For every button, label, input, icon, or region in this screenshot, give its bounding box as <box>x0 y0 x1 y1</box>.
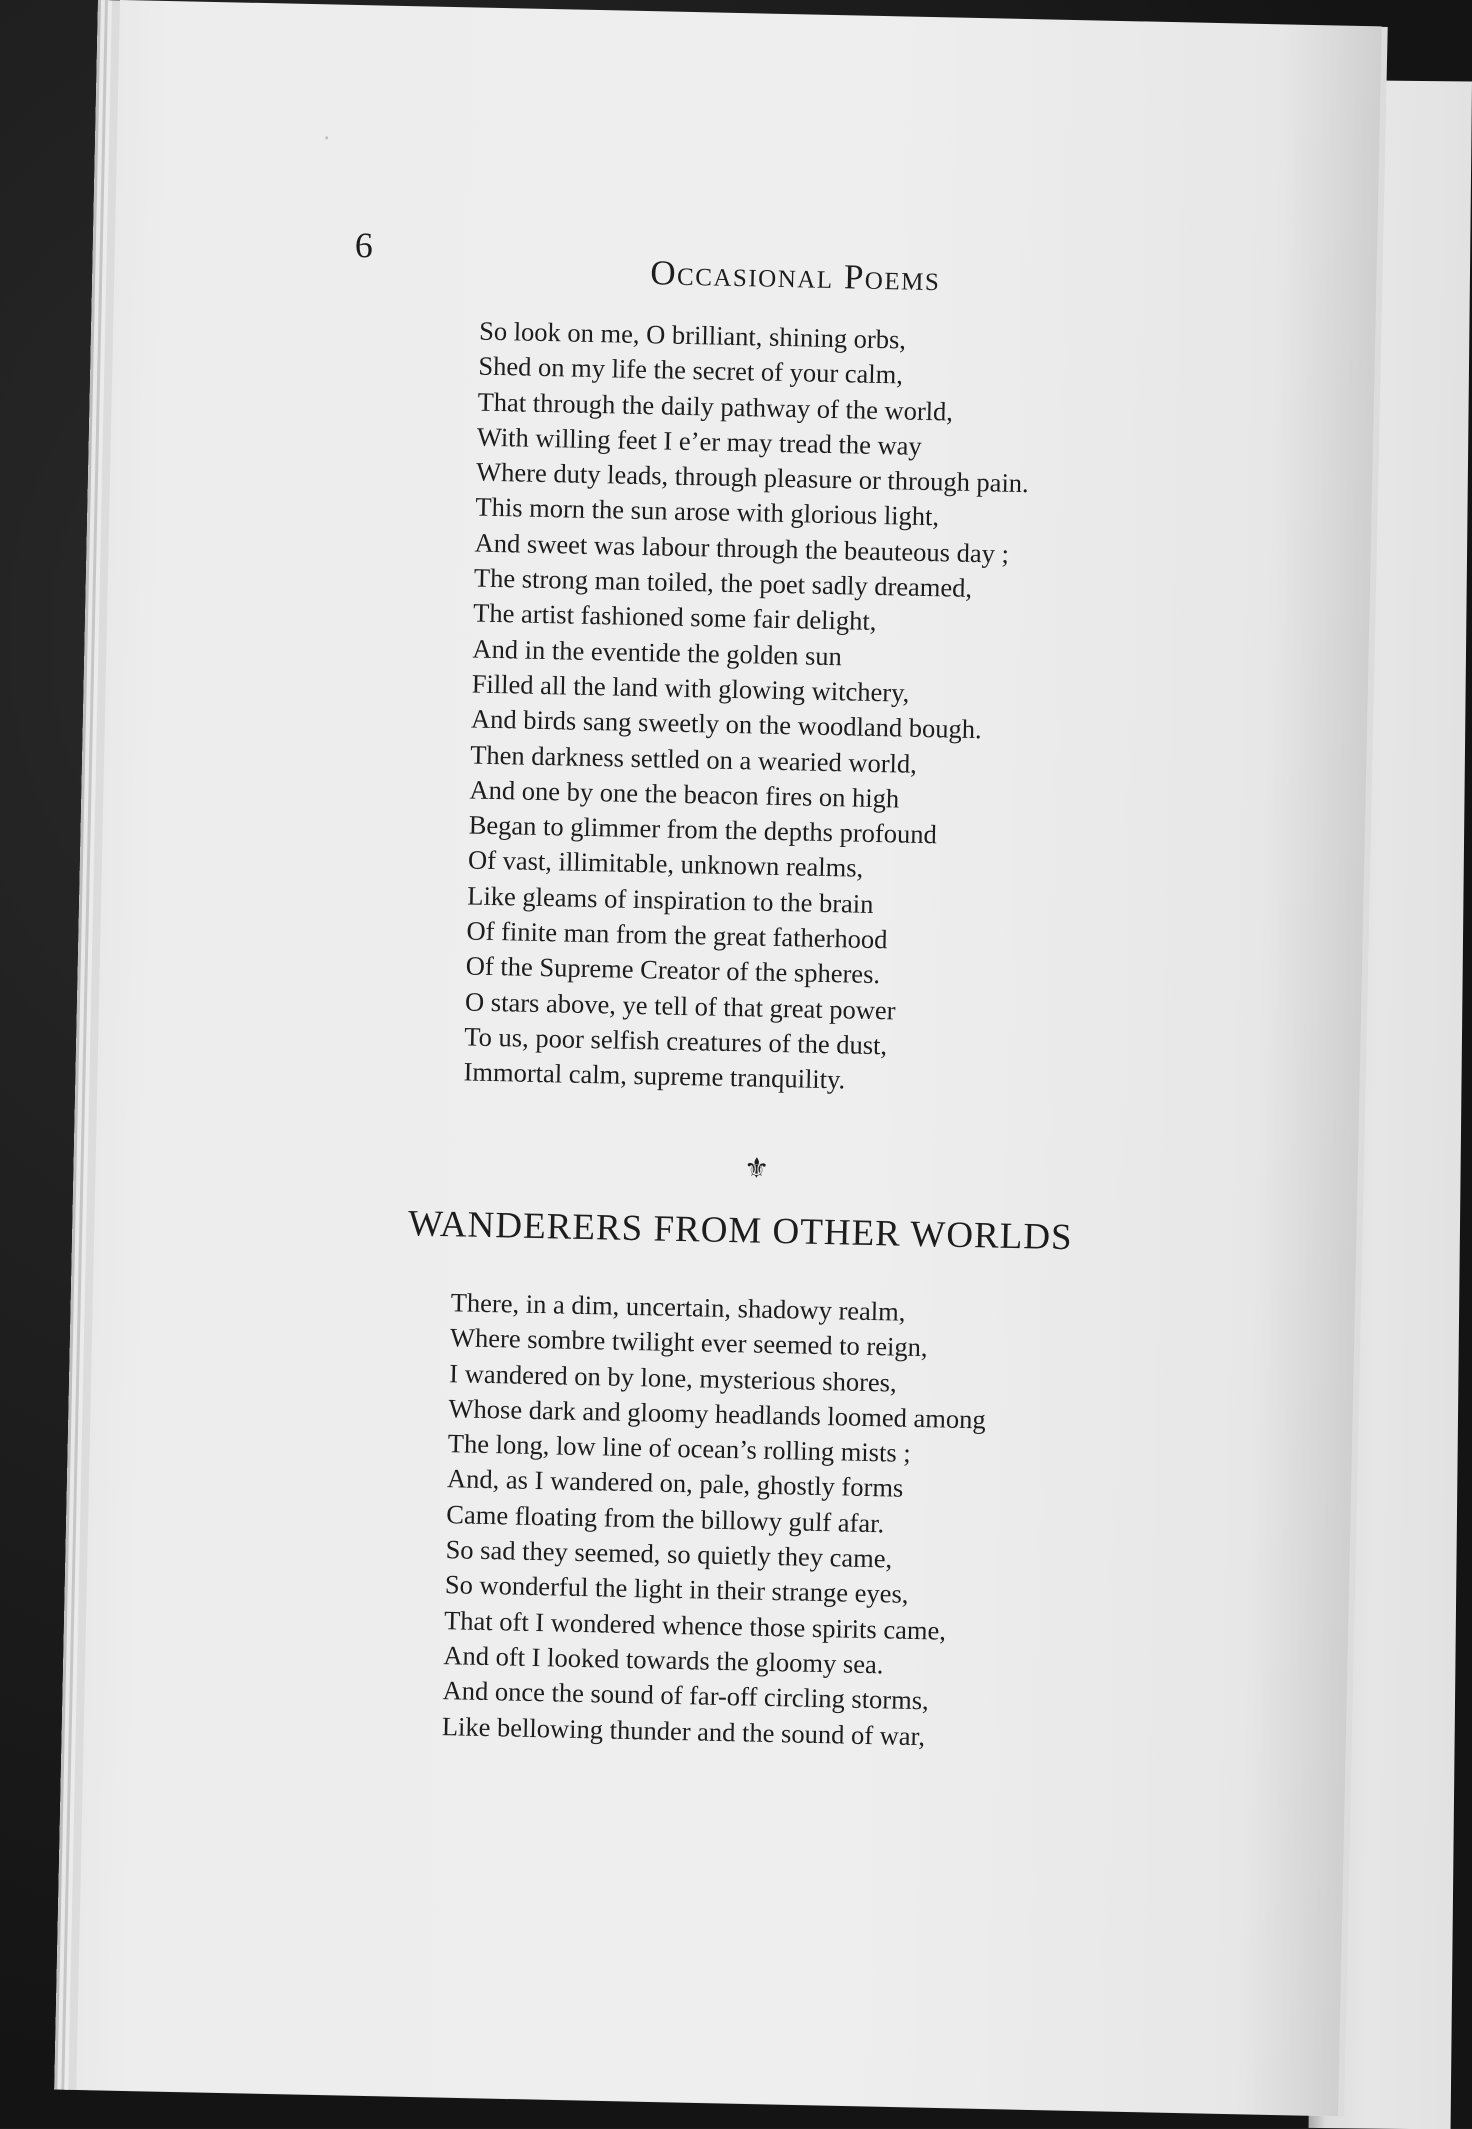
poem-line: And, as I wandered on, pale, ghostly forms <box>446 1463 904 1504</box>
poem-line: Filled all the land with glowing witchery, <box>471 668 910 708</box>
running-head: Occasional Poems <box>649 253 941 299</box>
poem-line: Like gleams of inspiration to the brain <box>467 880 874 919</box>
poem-line: The strong man toiled, the poet sadly dreamed, <box>473 562 973 604</box>
poem-line: There, in a dim, uncertain, shadowy realm, <box>450 1287 906 1327</box>
poem-line: Of vast, illimitable, unknown realms, <box>467 844 864 884</box>
paper-speck <box>325 136 328 139</box>
poem-line: I wandered on by lone, mysterious shores, <box>449 1357 898 1398</box>
poem-line: And oft I looked towards the gloomy sea. <box>443 1640 884 1680</box>
poem-line: Began to glimmer from the depths profound <box>468 809 938 850</box>
poem-line: And sweet was labour through the beauteous day ; <box>474 527 1010 569</box>
poem-line: Immortal calm, supreme tranquility. <box>463 1056 846 1095</box>
poem-line: To us, poor selfish creatures of the dust, <box>464 1021 888 1061</box>
poem-line: That oft I wondered whence those spirits came, <box>443 1604 947 1646</box>
poem-line: Where sombre twilight ever seemed to reign, <box>449 1322 928 1363</box>
poem-line: O stars above, ye tell of that great power <box>464 986 896 1026</box>
poem-line: Like bellowing thunder and the sound of war, <box>441 1710 926 1751</box>
book-page <box>76 0 1381 2116</box>
poem-line: Shed on my life the secret of your calm, <box>478 350 904 390</box>
poem-line: And once the sound of far-off circling storms, <box>442 1675 930 1716</box>
poem-line: This morn the sun arose with glorious light, <box>475 492 940 532</box>
poem-line: And in the eventide the golden sun <box>472 633 843 671</box>
poem-line: Then darkness settled on a wearied world, <box>469 739 918 779</box>
poem-line: With willing feet I e’er may tread the way <box>476 421 922 461</box>
poem-line: The long, low line of ocean’s rolling mists ; <box>447 1428 912 1469</box>
poem-line: Whose dark and gloomy headlands loomed among <box>448 1393 987 1435</box>
poem-line: And birds sang sweetly on the woodland bough. <box>470 703 983 745</box>
poem-line: So wonderful the light in their strange eyes, <box>444 1569 909 1610</box>
next-poem-text <box>442 1285 989 1755</box>
page-number: 6 <box>354 224 374 266</box>
poem-line: So sad they seemed, so quietly they came, <box>445 1534 893 1574</box>
poem-line: Where duty leads, through pleasure or through pain. <box>475 456 1030 499</box>
poem-line: Of the Supreme Creator of the spheres. <box>465 950 881 990</box>
poem-title: WANDERERS FROM OTHER WORLDS <box>407 1203 1074 1259</box>
poem-line: Came floating from the billowy gulf afar. <box>446 1498 885 1539</box>
poem-line: The artist fashioned some fair delight, <box>472 597 877 637</box>
poem-line: That through the daily pathway of the world, <box>477 386 954 427</box>
fleuron-ornament-icon: ⚜ <box>743 1153 770 1185</box>
poem-line: And one by one the beacon fires on high <box>469 774 900 814</box>
poem-line: Of finite man from the great fatherhood <box>466 915 888 955</box>
poem-line: So look on me, O brilliant, shining orbs, <box>478 315 907 355</box>
poem-continued-text <box>463 314 1032 1102</box>
